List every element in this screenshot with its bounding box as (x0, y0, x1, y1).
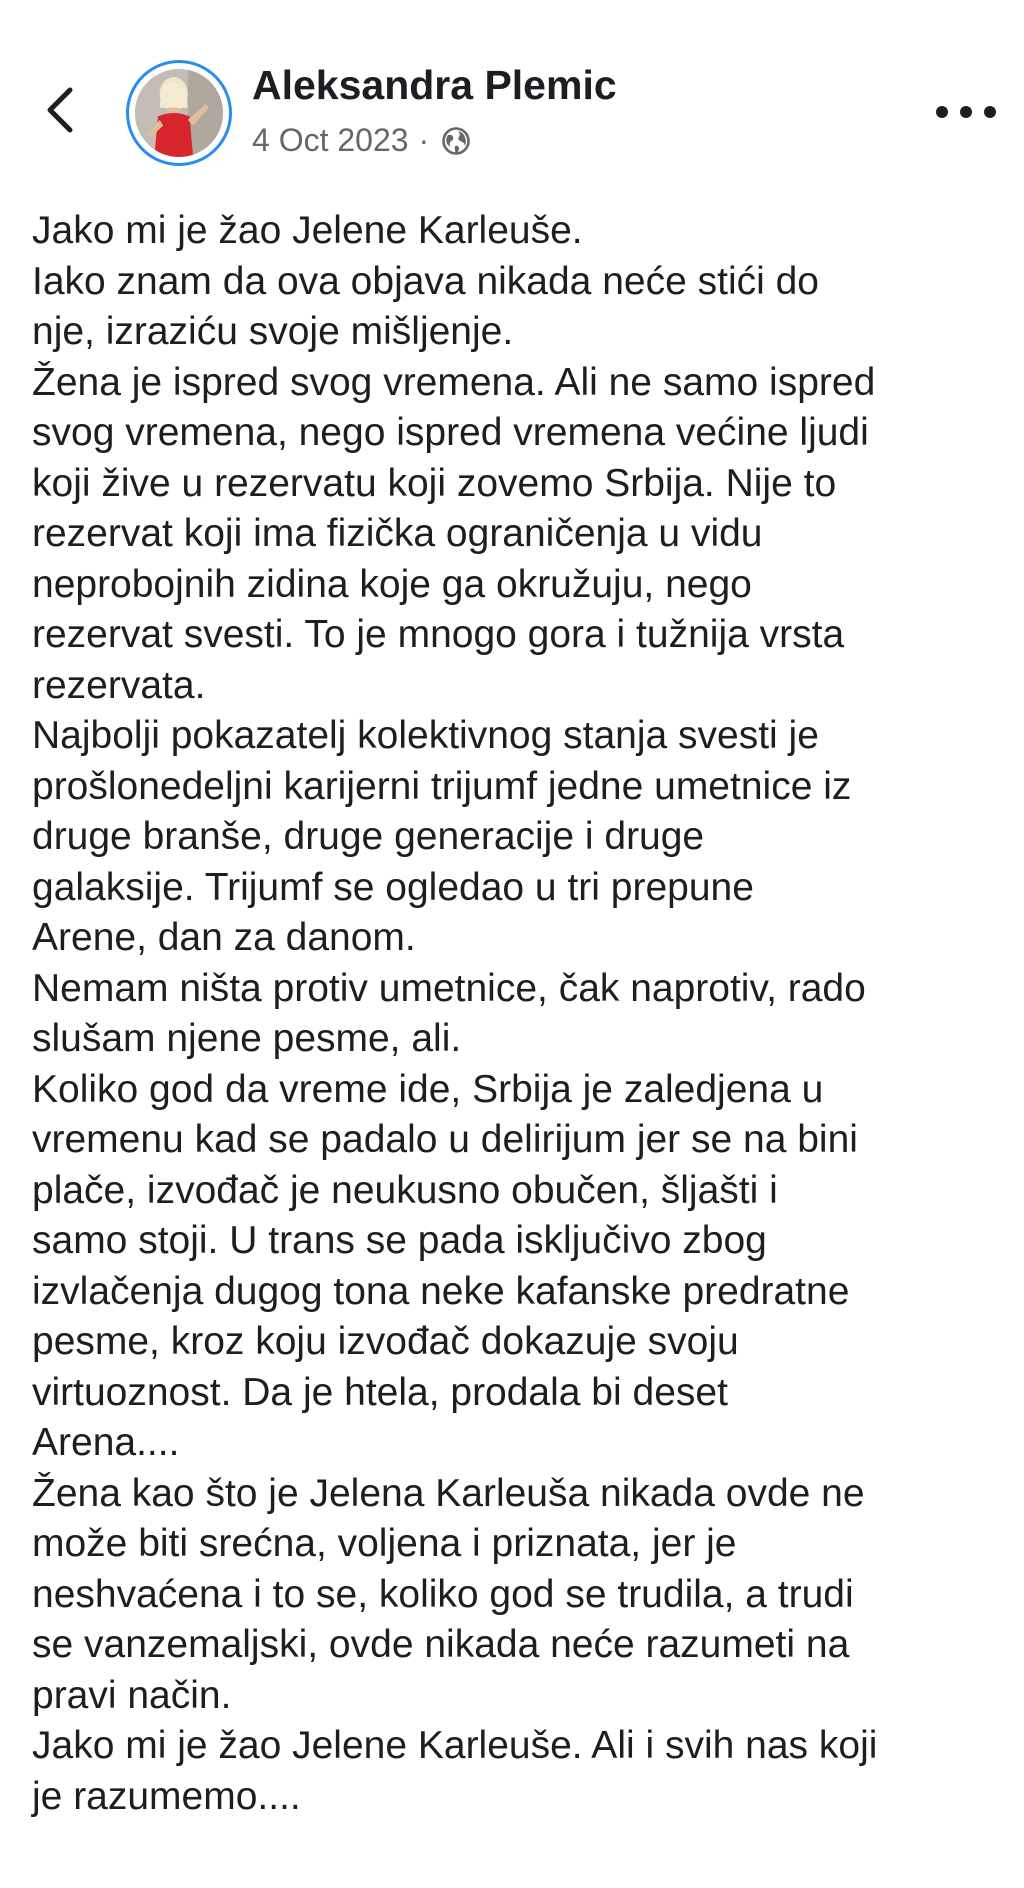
author-name[interactable]: Aleksandra Plemic (252, 62, 617, 108)
post-text-line: može biti srećna, voljena i priznata, jer je (32, 1522, 737, 1565)
post-text-line: virtuoznost. Da je htela, prodala bi deset (32, 1370, 728, 1414)
post-text-line: rezervat svesti. To je mnogo gora i tužnija vrsta (32, 613, 845, 656)
post-text-line: pesme, kroz koju izvođač dokazuje svoju (32, 1320, 739, 1363)
back-button[interactable] (38, 80, 82, 140)
post-text (32, 206, 1002, 1822)
post-text-line: neshvaćena i to se, koliko god se trudila, a trudi (32, 1572, 854, 1616)
post-text-line: koji žive u rezervatu koji zovemo Srbija. Nije to (32, 461, 837, 505)
post-text-line: svog vremena, nego ispred vremena većine ljudi (32, 411, 869, 454)
meta-separator: · (418, 122, 430, 158)
post-text-line: se vanzemaljski, ovde nikada neće razumeti na (32, 1623, 850, 1666)
post-text-line: Nemam ništa protiv umetnice, čak naprotiv, rado (32, 966, 866, 1010)
post-text-line: samo stoji. U trans se pada isključivo zbog (32, 1219, 767, 1262)
post-text-line: Žena kao što je Jelena Karleuša nikada ovde ne (32, 1471, 865, 1515)
post-text-line: prošlonedeljni karijerni trijumf jedne umetnice iz (32, 764, 852, 808)
post-meta (252, 122, 471, 159)
post-text-line: galaksije. Trijumf se ogledao u tri prepune (32, 865, 754, 909)
post-text-line: plače, izvođač je neukusno obučen, šljašti i (32, 1168, 778, 1212)
post-date[interactable]: 4 Oct 2023 (252, 122, 409, 158)
post-text-line: vremenu kad se padalo u delirijum jer se na bini (32, 1118, 858, 1161)
post-text-line: Arene, dan za danom. (32, 916, 416, 959)
post-text-line: Jako mi je žao Jelene Karleuše. (32, 209, 583, 252)
post-text-line: Jako mi je žao Jelene Karleuše. Ali i svih nas koji (32, 1724, 878, 1767)
globe-icon (441, 126, 471, 156)
post-text-line: Arena.... (32, 1421, 180, 1464)
avatar[interactable] (126, 60, 232, 166)
avatar-photo (135, 69, 223, 157)
post-text-line: Iako znam da ova objava nikada neće stići do (32, 259, 819, 303)
post-text-line: rezervat koji ima fizička ograničenja u vidu (32, 512, 763, 555)
post-text-line: rezervata. (32, 663, 206, 707)
chevron-left-icon (38, 80, 82, 140)
post-text-line: nje, izraziću svoje mišljenje. (32, 310, 514, 353)
more-options-button[interactable] (936, 100, 996, 124)
post-text-line: Najbolji pokazatelj kolektivnog stanja svesti je (32, 714, 819, 757)
post-header (0, 0, 1024, 180)
more-horizontal-icon (936, 106, 948, 118)
post-text-line: Žena je ispred svog vremena. Ali ne samo ispred (32, 360, 876, 404)
post-text-line: druge branše, druge generacije i druge (32, 815, 705, 858)
post-text-line: izvlačenja dugog tona neke kafanske predratne (32, 1269, 850, 1313)
post-text-line: slušam njene pesme, ali. (32, 1017, 462, 1060)
post-text-line: Koliko god da vreme ide, Srbija je zaledjena u (32, 1067, 824, 1111)
post-text-line: pravi način. (32, 1673, 232, 1717)
post-text-line: neprobojnih zidina koje ga okružuju, nego (32, 562, 752, 606)
post-text-line: je razumemo.... (32, 1774, 301, 1818)
